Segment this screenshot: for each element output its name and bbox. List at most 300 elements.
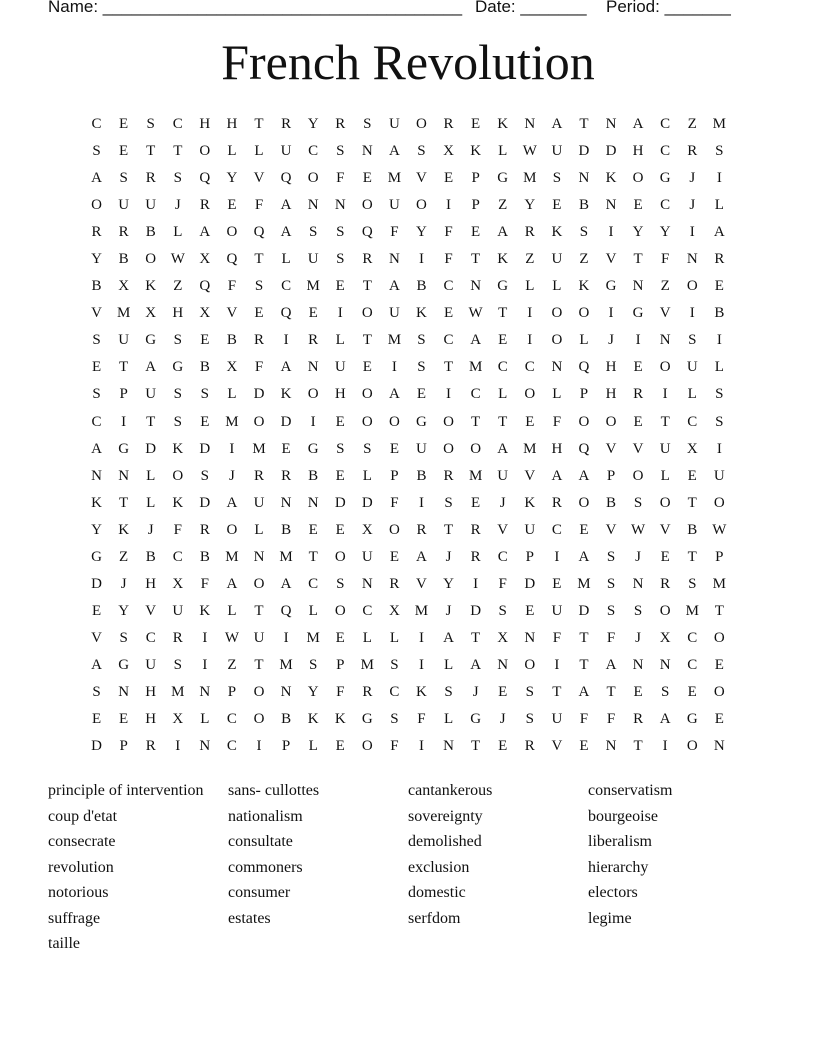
- grid-letter[interactable]: N: [605, 738, 617, 755]
- grid-letter[interactable]: W: [468, 305, 483, 322]
- grid-letter[interactable]: I: [283, 332, 289, 349]
- grid-letter[interactable]: O: [659, 359, 671, 376]
- grid-letter[interactable]: E: [471, 116, 481, 132]
- grid-letter[interactable]: A: [280, 224, 292, 241]
- grid-letter[interactable]: S: [336, 251, 345, 268]
- grid-letter[interactable]: N: [632, 575, 644, 592]
- grid-letter[interactable]: Z: [660, 278, 670, 295]
- grid-letter[interactable]: F: [336, 683, 345, 700]
- grid-letter[interactable]: L: [227, 143, 237, 160]
- grid-letter[interactable]: M: [387, 332, 402, 349]
- grid-letter[interactable]: I: [283, 629, 289, 646]
- grid-letter[interactable]: N: [605, 197, 617, 214]
- grid-letter[interactable]: C: [497, 548, 508, 565]
- grid-letter[interactable]: E: [335, 467, 345, 484]
- grid-letter[interactable]: R: [199, 197, 210, 214]
- grid-letter[interactable]: C: [226, 738, 237, 755]
- grid-letter[interactable]: L: [227, 602, 237, 619]
- grid-letter[interactable]: W: [170, 251, 185, 268]
- grid-letter[interactable]: L: [552, 278, 562, 295]
- grid-letter[interactable]: O: [578, 413, 590, 430]
- grid-letter[interactable]: U: [145, 656, 157, 673]
- grid-letter[interactable]: M: [306, 629, 320, 646]
- grid-letter[interactable]: L: [281, 251, 291, 268]
- grid-letter[interactable]: O: [226, 521, 238, 538]
- grid-letter[interactable]: C: [172, 116, 183, 132]
- grid-letter[interactable]: F: [444, 251, 453, 268]
- grid-letter[interactable]: T: [498, 305, 508, 322]
- grid-letter[interactable]: O: [605, 413, 617, 430]
- grid-letter[interactable]: L: [227, 386, 237, 403]
- grid-letter[interactable]: P: [715, 548, 724, 565]
- grid-letter[interactable]: M: [116, 305, 131, 322]
- grid-letter[interactable]: S: [336, 224, 345, 241]
- grid-letter[interactable]: O: [253, 413, 265, 430]
- grid-letter[interactable]: R: [145, 738, 156, 755]
- grid-letter[interactable]: H: [145, 575, 157, 592]
- grid-letter[interactable]: X: [172, 711, 184, 728]
- grid-letter[interactable]: T: [308, 548, 318, 565]
- grid-letter[interactable]: E: [227, 197, 237, 214]
- grid-letter[interactable]: S: [336, 575, 345, 592]
- grid-letter[interactable]: U: [334, 359, 346, 376]
- grid-letter[interactable]: C: [687, 656, 698, 673]
- grid-letter[interactable]: N: [307, 197, 319, 214]
- grid-letter[interactable]: F: [390, 738, 399, 755]
- grid-letter[interactable]: Y: [91, 521, 102, 538]
- grid-letter[interactable]: B: [118, 251, 129, 268]
- grid-letter[interactable]: S: [579, 224, 589, 241]
- grid-letter[interactable]: Y: [118, 602, 130, 619]
- grid-letter[interactable]: O: [91, 197, 102, 214]
- grid-letter[interactable]: U: [551, 143, 563, 160]
- grid-letter[interactable]: V: [145, 602, 157, 619]
- grid-letter[interactable]: Q: [226, 251, 238, 268]
- grid-letter[interactable]: N: [307, 359, 319, 376]
- grid-letter[interactable]: F: [444, 224, 453, 241]
- grid-letter[interactable]: M: [279, 656, 293, 673]
- grid-letter[interactable]: I: [716, 170, 722, 187]
- grid-letter[interactable]: A: [578, 548, 590, 565]
- grid-letter[interactable]: B: [281, 521, 292, 538]
- grid-letter[interactable]: O: [470, 440, 482, 457]
- grid-letter[interactable]: R: [524, 224, 535, 241]
- grid-letter[interactable]: C: [470, 386, 481, 403]
- grid-letter[interactable]: I: [121, 413, 127, 430]
- grid-letter[interactable]: N: [470, 278, 482, 295]
- grid-letter[interactable]: E: [714, 711, 724, 728]
- grid-letter[interactable]: I: [391, 359, 397, 376]
- grid-letter[interactable]: V: [659, 305, 671, 322]
- grid-letter[interactable]: T: [471, 251, 481, 268]
- grid-letter[interactable]: M: [712, 116, 726, 132]
- grid-letter[interactable]: U: [551, 251, 563, 268]
- grid-letter[interactable]: Y: [524, 197, 536, 214]
- grid-letter[interactable]: C: [660, 143, 671, 160]
- grid-letter[interactable]: Y: [226, 170, 238, 187]
- grid-letter[interactable]: V: [632, 440, 644, 457]
- grid-letter[interactable]: M: [360, 656, 374, 673]
- grid-letter[interactable]: B: [308, 467, 319, 484]
- grid-letter[interactable]: H: [145, 683, 157, 700]
- grid-letter[interactable]: G: [307, 440, 319, 457]
- grid-letter[interactable]: C: [362, 602, 373, 619]
- grid-letter[interactable]: D: [145, 440, 157, 457]
- grid-letter[interactable]: E: [660, 548, 670, 565]
- grid-letter[interactable]: E: [308, 305, 318, 322]
- grid-letter[interactable]: K: [497, 251, 509, 268]
- grid-letter[interactable]: Q: [578, 440, 590, 457]
- grid-letter[interactable]: R: [172, 629, 183, 646]
- grid-letter[interactable]: O: [443, 413, 454, 430]
- grid-letter[interactable]: X: [199, 305, 211, 322]
- grid-letter[interactable]: U: [497, 467, 509, 484]
- grid-letter[interactable]: M: [387, 170, 402, 187]
- grid-letter[interactable]: T: [687, 494, 697, 511]
- grid-letter[interactable]: J: [608, 332, 614, 349]
- grid-letter[interactable]: A: [226, 494, 238, 511]
- grid-letter[interactable]: U: [416, 440, 427, 457]
- grid-letter[interactable]: E: [335, 738, 345, 755]
- grid-letter[interactable]: G: [470, 711, 482, 728]
- grid-letter[interactable]: U: [172, 602, 184, 619]
- grid-letter[interactable]: T: [254, 602, 264, 619]
- grid-letter[interactable]: I: [202, 629, 208, 646]
- grid-letter[interactable]: O: [416, 116, 427, 132]
- grid-letter[interactable]: M: [279, 548, 293, 565]
- grid-letter[interactable]: S: [200, 467, 210, 484]
- grid-letter[interactable]: Q: [253, 224, 265, 241]
- grid-letter[interactable]: B: [416, 278, 427, 295]
- grid-letter[interactable]: P: [471, 170, 480, 187]
- grid-letter[interactable]: N: [388, 251, 400, 268]
- grid-letter[interactable]: D: [280, 413, 292, 430]
- grid-letter[interactable]: T: [579, 656, 589, 673]
- grid-letter[interactable]: T: [146, 143, 156, 160]
- grid-letter[interactable]: O: [578, 305, 590, 322]
- grid-letter[interactable]: H: [551, 440, 563, 457]
- grid-letter[interactable]: U: [686, 359, 698, 376]
- grid-letter[interactable]: R: [687, 143, 698, 160]
- grid-letter[interactable]: G: [686, 711, 698, 728]
- grid-letter[interactable]: S: [92, 143, 101, 160]
- grid-letter[interactable]: U: [388, 305, 400, 322]
- grid-letter[interactable]: T: [714, 602, 724, 619]
- grid-letter[interactable]: W: [522, 143, 537, 160]
- grid-letter[interactable]: O: [388, 521, 400, 538]
- grid-letter[interactable]: G: [659, 170, 671, 187]
- grid-letter[interactable]: F: [552, 629, 562, 646]
- grid-letter[interactable]: E: [687, 467, 697, 484]
- date-field[interactable]: Date: _______: [475, 0, 587, 16]
- grid-letter[interactable]: S: [92, 683, 101, 700]
- grid-letter[interactable]: S: [336, 143, 345, 160]
- grid-letter[interactable]: U: [118, 332, 130, 349]
- grid-letter[interactable]: K: [416, 305, 427, 322]
- grid-letter[interactable]: B: [606, 494, 617, 511]
- grid-letter[interactable]: E: [119, 143, 129, 160]
- grid-letter[interactable]: K: [145, 278, 157, 295]
- grid-letter[interactable]: S: [525, 711, 534, 728]
- grid-letter[interactable]: Q: [280, 305, 292, 322]
- grid-letter[interactable]: B: [578, 197, 589, 214]
- grid-letter[interactable]: I: [337, 305, 343, 322]
- grid-letter[interactable]: S: [715, 143, 724, 160]
- grid-letter[interactable]: S: [715, 413, 724, 430]
- grid-letter[interactable]: Q: [199, 170, 211, 187]
- grid-letter[interactable]: I: [418, 738, 424, 755]
- grid-letter[interactable]: F: [336, 170, 345, 187]
- grid-letter[interactable]: E: [362, 359, 372, 376]
- grid-letter[interactable]: E: [498, 332, 508, 349]
- grid-letter[interactable]: R: [362, 251, 373, 268]
- grid-letter[interactable]: N: [659, 332, 671, 349]
- grid-letter[interactable]: S: [390, 656, 399, 673]
- grid-letter[interactable]: S: [200, 386, 210, 403]
- grid-letter[interactable]: I: [716, 332, 722, 349]
- grid-letter[interactable]: R: [470, 548, 481, 565]
- grid-letter[interactable]: X: [497, 629, 509, 646]
- grid-letter[interactable]: R: [443, 467, 454, 484]
- grid-letter[interactable]: T: [633, 738, 643, 755]
- grid-letter[interactable]: F: [173, 521, 182, 538]
- grid-letter[interactable]: R: [254, 467, 265, 484]
- grid-letter[interactable]: E: [335, 278, 345, 295]
- grid-letter[interactable]: T: [579, 116, 589, 132]
- grid-letter[interactable]: A: [443, 629, 454, 646]
- grid-letter[interactable]: S: [308, 656, 318, 673]
- grid-letter[interactable]: E: [579, 521, 589, 538]
- grid-letter[interactable]: M: [306, 278, 320, 295]
- grid-letter[interactable]: E: [254, 305, 264, 322]
- grid-letter[interactable]: R: [335, 116, 346, 132]
- grid-letter[interactable]: S: [688, 575, 697, 592]
- grid-letter[interactable]: K: [118, 521, 130, 538]
- grid-letter[interactable]: F: [390, 494, 399, 511]
- grid-letter[interactable]: J: [635, 548, 642, 565]
- grid-letter[interactable]: B: [416, 467, 427, 484]
- grid-letter[interactable]: A: [713, 224, 725, 241]
- grid-letter[interactable]: C: [687, 629, 698, 646]
- grid-letter[interactable]: E: [498, 683, 508, 700]
- grid-letter[interactable]: E: [91, 711, 102, 728]
- grid-letter[interactable]: S: [119, 170, 128, 187]
- grid-letter[interactable]: L: [146, 467, 156, 484]
- grid-letter[interactable]: S: [417, 332, 426, 349]
- grid-letter[interactable]: S: [173, 413, 182, 430]
- grid-letter[interactable]: T: [173, 143, 183, 160]
- grid-letter[interactable]: U: [524, 521, 536, 538]
- grid-letter[interactable]: A: [470, 656, 482, 673]
- grid-letter[interactable]: U: [307, 251, 319, 268]
- grid-letter[interactable]: R: [714, 251, 725, 268]
- grid-letter[interactable]: A: [91, 656, 102, 673]
- grid-letter[interactable]: A: [605, 656, 617, 673]
- grid-letter[interactable]: L: [146, 494, 156, 511]
- grid-letter[interactable]: T: [362, 332, 372, 349]
- grid-letter[interactable]: S: [92, 332, 101, 349]
- grid-letter[interactable]: E: [443, 305, 454, 322]
- grid-letter[interactable]: F: [552, 413, 562, 430]
- grid-letter[interactable]: C: [145, 629, 156, 646]
- grid-letter[interactable]: C: [443, 332, 454, 349]
- grid-letter[interactable]: C: [308, 575, 319, 592]
- grid-letter[interactable]: I: [418, 494, 424, 511]
- grid-letter[interactable]: U: [145, 386, 157, 403]
- grid-letter[interactable]: S: [173, 332, 182, 349]
- grid-letter[interactable]: N: [659, 656, 671, 673]
- grid-letter[interactable]: O: [686, 278, 698, 295]
- grid-letter[interactable]: X: [118, 278, 130, 295]
- grid-letter[interactable]: F: [200, 575, 210, 592]
- grid-letter[interactable]: V: [605, 251, 617, 268]
- grid-letter[interactable]: U: [253, 494, 265, 511]
- grid-letter[interactable]: N: [118, 683, 130, 700]
- grid-letter[interactable]: N: [605, 116, 617, 132]
- grid-letter[interactable]: E: [633, 359, 643, 376]
- grid-letter[interactable]: E: [308, 521, 318, 538]
- grid-letter[interactable]: T: [254, 116, 264, 132]
- grid-letter[interactable]: X: [361, 521, 373, 538]
- grid-letter[interactable]: H: [334, 386, 346, 403]
- grid-letter[interactable]: E: [633, 413, 643, 430]
- grid-letter[interactable]: H: [199, 116, 211, 132]
- grid-letter[interactable]: O: [226, 224, 238, 241]
- grid-letter[interactable]: U: [253, 629, 265, 646]
- grid-letter[interactable]: D: [605, 143, 617, 160]
- grid-letter[interactable]: Q: [280, 602, 292, 619]
- grid-letter[interactable]: G: [91, 548, 102, 565]
- grid-letter[interactable]: O: [253, 683, 265, 700]
- grid-letter[interactable]: K: [524, 494, 536, 511]
- grid-letter[interactable]: R: [470, 521, 481, 538]
- grid-letter[interactable]: F: [606, 711, 616, 728]
- grid-letter[interactable]: O: [632, 467, 644, 484]
- grid-letter[interactable]: M: [414, 602, 429, 619]
- grid-letter[interactable]: Y: [443, 575, 454, 592]
- grid-letter[interactable]: L: [443, 656, 454, 673]
- grid-letter[interactable]: K: [172, 440, 184, 457]
- grid-letter[interactable]: I: [418, 656, 424, 673]
- grid-letter[interactable]: R: [91, 224, 102, 241]
- grid-letter[interactable]: T: [119, 359, 129, 376]
- grid-letter[interactable]: C: [660, 197, 671, 214]
- grid-letter[interactable]: O: [172, 467, 184, 484]
- grid-letter[interactable]: J: [229, 467, 235, 484]
- grid-letter[interactable]: E: [714, 278, 724, 295]
- grid-letter[interactable]: C: [497, 359, 508, 376]
- grid-letter[interactable]: N: [361, 575, 373, 592]
- grid-letter[interactable]: B: [281, 711, 292, 728]
- grid-letter[interactable]: P: [281, 738, 291, 755]
- grid-letter[interactable]: L: [552, 386, 562, 403]
- grid-letter[interactable]: U: [551, 602, 563, 619]
- grid-letter[interactable]: L: [714, 197, 724, 214]
- grid-letter[interactable]: E: [335, 413, 345, 430]
- grid-letter[interactable]: P: [119, 738, 128, 755]
- grid-letter[interactable]: C: [172, 548, 183, 565]
- grid-letter[interactable]: O: [361, 197, 373, 214]
- grid-letter[interactable]: L: [498, 143, 508, 160]
- grid-letter[interactable]: M: [523, 170, 537, 187]
- grid-letter[interactable]: D: [361, 494, 373, 511]
- grid-letter[interactable]: H: [172, 305, 184, 322]
- grid-letter[interactable]: L: [335, 332, 345, 349]
- grid-letter[interactable]: O: [713, 494, 725, 511]
- grid-letter[interactable]: N: [199, 738, 211, 755]
- grid-letter[interactable]: T: [471, 413, 481, 430]
- grid-letter[interactable]: J: [445, 548, 452, 565]
- grid-letter[interactable]: W: [712, 521, 727, 538]
- grid-letter[interactable]: X: [226, 359, 238, 376]
- grid-letter[interactable]: U: [118, 197, 130, 214]
- grid-letter[interactable]: E: [91, 359, 102, 376]
- grid-letter[interactable]: M: [468, 467, 483, 484]
- grid-letter[interactable]: I: [689, 305, 695, 322]
- grid-letter[interactable]: D: [470, 602, 482, 619]
- grid-letter[interactable]: B: [145, 548, 156, 565]
- grid-letter[interactable]: S: [119, 629, 128, 646]
- grid-letter[interactable]: T: [687, 548, 697, 565]
- name-field[interactable]: Name: ______________________________________: [48, 0, 463, 16]
- grid-letter[interactable]: T: [119, 494, 129, 511]
- grid-letter[interactable]: L: [389, 629, 399, 646]
- grid-letter[interactable]: N: [713, 738, 725, 755]
- grid-letter[interactable]: K: [334, 711, 346, 728]
- grid-letter[interactable]: I: [662, 386, 668, 403]
- grid-letter[interactable]: T: [254, 251, 264, 268]
- grid-letter[interactable]: Z: [525, 251, 535, 268]
- grid-letter[interactable]: G: [497, 278, 509, 295]
- grid-letter[interactable]: F: [227, 278, 237, 295]
- grid-letter[interactable]: E: [552, 575, 562, 592]
- grid-letter[interactable]: F: [390, 224, 399, 241]
- grid-letter[interactable]: E: [471, 224, 481, 241]
- grid-letter[interactable]: A: [226, 575, 238, 592]
- grid-letter[interactable]: G: [172, 359, 184, 376]
- grid-letter[interactable]: C: [281, 278, 292, 295]
- grid-letter[interactable]: T: [498, 413, 508, 430]
- grid-letter[interactable]: I: [554, 548, 560, 565]
- grid-letter[interactable]: L: [254, 143, 264, 160]
- grid-letter[interactable]: E: [714, 656, 724, 673]
- grid-letter[interactable]: O: [551, 305, 563, 322]
- grid-letter[interactable]: K: [416, 683, 427, 700]
- grid-letter[interactable]: N: [280, 494, 292, 511]
- grid-letter[interactable]: S: [146, 116, 155, 132]
- grid-letter[interactable]: M: [468, 359, 483, 376]
- grid-letter[interactable]: O: [253, 711, 265, 728]
- grid-letter[interactable]: I: [446, 197, 452, 214]
- grid-letter[interactable]: S: [173, 656, 182, 673]
- grid-letter[interactable]: N: [361, 143, 373, 160]
- grid-letter[interactable]: X: [443, 143, 454, 160]
- grid-letter[interactable]: O: [334, 548, 346, 565]
- grid-letter[interactable]: V: [416, 170, 427, 187]
- grid-letter[interactable]: O: [361, 386, 373, 403]
- grid-letter[interactable]: H: [605, 386, 617, 403]
- grid-letter[interactable]: J: [472, 683, 479, 700]
- grid-letter[interactable]: Z: [227, 656, 237, 673]
- grid-letter[interactable]: O: [307, 386, 319, 403]
- grid-letter[interactable]: I: [554, 656, 560, 673]
- grid-letter[interactable]: S: [606, 602, 616, 619]
- grid-letter[interactable]: Y: [307, 116, 319, 132]
- grid-letter[interactable]: O: [686, 738, 698, 755]
- grid-letter[interactable]: Z: [498, 197, 508, 214]
- grid-letter[interactable]: J: [174, 197, 181, 214]
- grid-letter[interactable]: R: [254, 332, 265, 349]
